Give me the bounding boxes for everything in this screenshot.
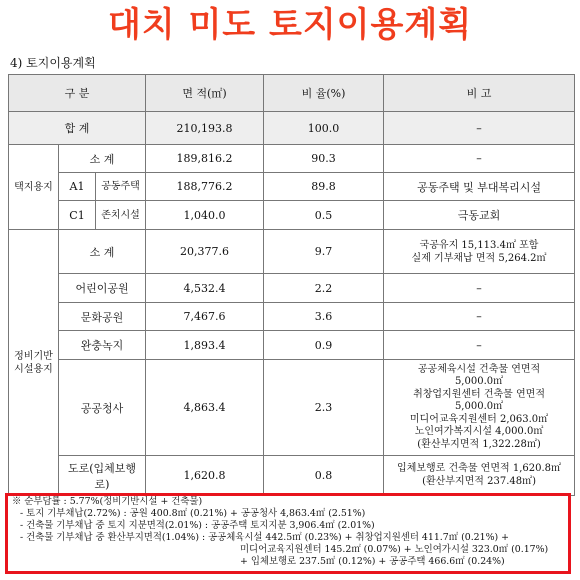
- office-note-line: 5,000.0㎡: [454, 376, 504, 388]
- table-header-row: [9, 75, 575, 112]
- table-row: [9, 173, 575, 201]
- burden-rate-footnote: [5, 493, 571, 574]
- footnote-line: + 입체보행로 237.5㎡ (0.12%) + 공공주택 466.6㎡ (0.24%): [240, 556, 505, 567]
- header-category: 구 분: [9, 75, 146, 112]
- residential-subtotal-note: –: [384, 145, 575, 173]
- table-row: [9, 331, 575, 360]
- office-ratio: 2.3: [264, 360, 384, 456]
- table-row: [9, 303, 575, 331]
- total-area: 210,193.8: [146, 112, 264, 145]
- c1-code: C1: [59, 201, 96, 230]
- c1-area: 1,040.0: [146, 201, 264, 230]
- infra-group-line1: 정비기반: [14, 350, 53, 362]
- buffer-green-area: 1,893.4: [146, 331, 264, 360]
- footnote-line: - 토지 기부채납(2.72%) : 공원 400.8㎡ (0.21%) + 공공청사 4,863.4㎡ (2.51%): [20, 508, 366, 519]
- park-children-area: 4,532.4: [146, 274, 264, 303]
- a1-note: 공동주택 및 부대복리시설: [384, 173, 575, 201]
- c1-label: 존치시설: [96, 201, 146, 230]
- c1-note: 극동교회: [384, 201, 575, 230]
- land-use-table: [8, 74, 575, 496]
- office-note-line: 취창업지원센터 건축물 연면적: [413, 388, 545, 400]
- table-row: [9, 456, 575, 496]
- road-ratio: 0.8: [264, 456, 384, 496]
- infra-group-label: [9, 230, 59, 496]
- infra-subtotal-label: 소 계: [59, 230, 146, 274]
- infra-subtotal-area: 20,377.6: [146, 230, 264, 274]
- road-note-line: 입체보행로 건축물 연면적 1,620.8㎡: [397, 463, 562, 474]
- office-note-line: 미디어교육지원센터 2,063.0㎡: [409, 413, 549, 425]
- table-row-total: [9, 112, 575, 145]
- residential-subtotal-ratio: 90.3: [264, 145, 384, 173]
- office-note-line: 5,000.0㎡: [454, 401, 504, 413]
- table-row: [9, 274, 575, 303]
- park-children-label: 어린이공원: [59, 274, 146, 303]
- infra-subtotal-note: [384, 230, 575, 274]
- office-label: 공공청사: [59, 360, 146, 456]
- infra-subtotal-note-line1: 국공유지 15,113.4㎡ 포함: [419, 239, 539, 251]
- office-note-line: 노인여가복지시설 4,000.0㎡: [414, 426, 544, 438]
- office-note-line: (환산부지면적 1,322.28㎡): [417, 438, 541, 450]
- table-row: [9, 230, 575, 274]
- footnote-line: ※ 순부담률 : 5.77%(정비기반시설 + 건축물): [12, 496, 203, 507]
- park-children-note: –: [384, 274, 575, 303]
- footnote-line: - 건축물 기부채납 중 토지 지분면적(2.01%) : 공공주택 토지지분 3,906.4㎡ (2.01%): [20, 520, 375, 531]
- residential-subtotal-label: 소 계: [59, 145, 146, 173]
- total-note: –: [384, 112, 575, 145]
- infra-subtotal-note-line2: 실제 기부채납 면적 5,264.2㎡: [411, 252, 547, 264]
- road-area: 1,620.8: [146, 456, 264, 496]
- office-note-line: 공공체육시설 건축물 연면적: [417, 363, 541, 375]
- header-ratio: 비 율(%): [264, 75, 384, 112]
- office-area: 4,863.4: [146, 360, 264, 456]
- infra-subtotal-ratio: 9.7: [264, 230, 384, 274]
- a1-area: 188,776.2: [146, 173, 264, 201]
- office-note: [384, 360, 575, 456]
- section-title: 4) 토지이용계획: [10, 56, 96, 70]
- c1-ratio: 0.5: [264, 201, 384, 230]
- park-culture-ratio: 3.6: [264, 303, 384, 331]
- road-note-line: (환산부지면적 237.48㎡): [422, 475, 536, 487]
- a1-label: 공동주택: [96, 173, 146, 201]
- park-culture-area: 7,467.6: [146, 303, 264, 331]
- road-note: [384, 456, 575, 496]
- table-row: [9, 145, 575, 173]
- total-label: 합 계: [9, 112, 146, 145]
- header-remarks: 비 고: [384, 75, 575, 112]
- park-culture-label: 문화공원: [59, 303, 146, 331]
- residential-group-label: 택지용지: [9, 145, 59, 230]
- a1-code: A1: [59, 173, 96, 201]
- road-label: 도로(입체보행로): [59, 456, 146, 496]
- footnote-line: - 건축물 기부채납 중 환산부지면적(1.04%) : 공공체육시설 442.5㎡ (0.23%) + 취창업지원센터 411.7㎡ (0.21%) +: [20, 532, 510, 543]
- buffer-green-ratio: 0.9: [264, 331, 384, 360]
- total-ratio: 100.0: [264, 112, 384, 145]
- table-row: [9, 360, 575, 456]
- park-children-ratio: 2.2: [264, 274, 384, 303]
- table-row: [9, 201, 575, 230]
- buffer-green-note: –: [384, 331, 575, 360]
- buffer-green-label: 완충녹지: [59, 331, 146, 360]
- infra-group-line2: 시설용지: [14, 363, 53, 375]
- residential-subtotal-area: 189,816.2: [146, 145, 264, 173]
- park-culture-note: –: [384, 303, 575, 331]
- footnote-line: 미디어교육지원센터 145.2㎡ (0.07%) + 노인여가시설 323.0㎡ (0.17%): [240, 544, 549, 555]
- header-area: 면 적(㎡): [146, 75, 264, 112]
- page-banner-title: 대치 미도 토지이용계획: [107, 5, 473, 45]
- a1-ratio: 89.8: [264, 173, 384, 201]
